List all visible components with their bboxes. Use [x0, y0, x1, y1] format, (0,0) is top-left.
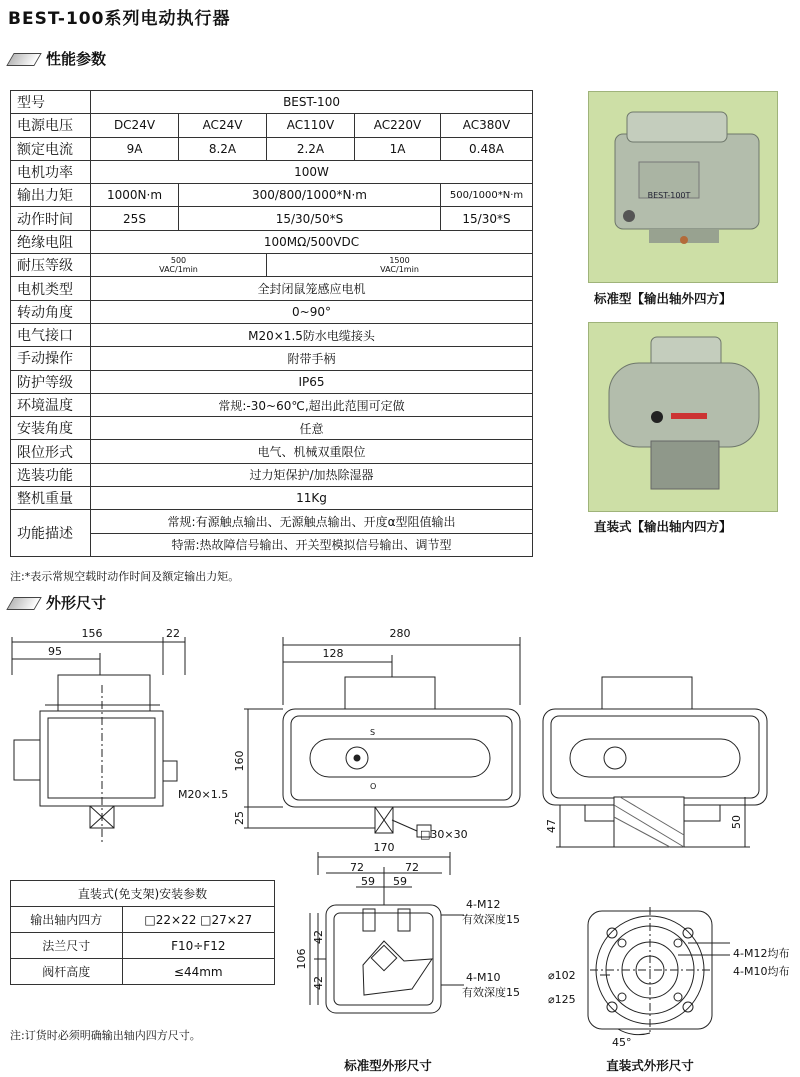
table-row — [11, 114, 533, 137]
table-row — [11, 440, 533, 463]
dim-label: 47 — [545, 819, 558, 833]
photo-caption: 直装式【输出轴内四方】 — [594, 519, 732, 534]
table-row — [11, 230, 533, 253]
row-label: 电源电压 — [11, 114, 91, 137]
voltage-cell: DC24V — [91, 114, 179, 137]
dim-label: 4-M10 — [466, 971, 501, 984]
nameplate-text: BEST-100T — [647, 191, 691, 200]
table-row — [11, 347, 533, 370]
table-row — [11, 370, 533, 393]
order-note: 注:订货时必须明确输出轴内四方尺寸。 — [10, 1029, 201, 1042]
dim-label: 45° — [612, 1036, 632, 1049]
insulation-value: 100MΩ/500VDC — [91, 230, 533, 253]
row-label: 转动角度 — [11, 300, 91, 323]
table-row — [11, 510, 533, 533]
section-performance: 性能参数 — [10, 48, 106, 69]
table-row — [11, 254, 533, 277]
table-row — [11, 959, 275, 985]
dim-label: 280 — [389, 627, 411, 640]
ambient-value: 常规:-30~60℃,超出此范围可定做 — [91, 393, 533, 416]
withstand-cell: 1500 VAC/1min — [267, 254, 533, 277]
table-row — [11, 137, 533, 160]
dim-label: S — [370, 728, 376, 737]
dim-label: 有效深度15 — [462, 913, 520, 926]
section-marker-icon — [6, 597, 42, 610]
row-label: 输出力矩 — [11, 184, 91, 207]
dim-label: 有效深度15 — [462, 986, 520, 999]
limit-value: 电气、机械双重限位 — [91, 440, 533, 463]
dimension-drawings — [0, 615, 800, 1077]
row-label: 电机类型 — [11, 277, 91, 300]
dim-label: 95 — [48, 645, 62, 658]
withstand-cell: 500 VAC/1min — [91, 254, 267, 277]
voltage-cell: AC110V — [267, 114, 355, 137]
weight-value: 11Kg — [91, 487, 533, 510]
front-view — [12, 637, 185, 845]
dim-label: 160 — [233, 750, 246, 772]
page-title: BEST-100系列电动执行器 — [8, 9, 231, 29]
install-value: F10÷F12 — [122, 933, 274, 959]
row-label: 电气接口 — [11, 323, 91, 346]
photo-direct — [588, 322, 778, 512]
row-label: 整机重量 — [11, 487, 91, 510]
row-label: 绝缘电阻 — [11, 230, 91, 253]
time-cell: 15/30*S — [441, 207, 533, 230]
dim-label: O — [370, 782, 377, 791]
torque-cell: 300/800/1000*N·m — [179, 184, 441, 207]
top-view — [244, 637, 520, 837]
dim-label: 170 — [373, 841, 395, 854]
install-title: 直装式(免支架)安装参数 — [11, 881, 275, 907]
table-row — [11, 207, 533, 230]
drawing-caption: 标准型外形尺寸 — [344, 1058, 432, 1073]
row-label: 环境温度 — [11, 393, 91, 416]
row-label: 电机功率 — [11, 160, 91, 183]
dim-label: 42 — [312, 976, 325, 990]
dim-label: M20×1.5 — [178, 788, 229, 801]
table-row — [11, 417, 533, 440]
install-value: ≤44mm — [122, 959, 274, 985]
voltage-cell: AC380V — [441, 114, 533, 137]
dim-label: 59 — [361, 875, 375, 888]
dim-label: 4-M10均布 — [733, 965, 790, 978]
mounting-value: 任意 — [91, 417, 533, 440]
torque-cell: 1000N·m — [91, 184, 179, 207]
dim-label: 50 — [730, 815, 743, 829]
dim-label: 4-M12 — [466, 898, 501, 911]
row-label: 安装角度 — [11, 417, 91, 440]
install-label: 法兰尺寸 — [11, 933, 123, 959]
dim-label: 106 — [295, 948, 308, 970]
table-row — [11, 300, 533, 323]
row-label: 额定电流 — [11, 137, 91, 160]
table-row — [11, 933, 275, 959]
row-label: 耐压等级 — [11, 254, 91, 277]
current-cell: 2.2A — [267, 137, 355, 160]
torque-cell: 500/1000*N·m — [441, 184, 533, 207]
drawing-caption: 直装式外形尺寸 — [606, 1058, 694, 1073]
dim-label: 72 — [405, 861, 419, 874]
actuator-standard-icon — [589, 92, 777, 282]
photo-caption: 标准型【输出轴外四方】 — [594, 291, 732, 306]
current-cell: 1A — [355, 137, 441, 160]
section-outline: 外形尺寸 — [10, 592, 106, 613]
dim-label: 59 — [393, 875, 407, 888]
dim-label: 42 — [312, 930, 325, 944]
time-cell: 15/30/50*S — [179, 207, 441, 230]
current-cell: 8.2A — [179, 137, 267, 160]
dim-label: 72 — [350, 861, 364, 874]
row-label: 动作时间 — [11, 207, 91, 230]
voltage-cell: AC24V — [179, 114, 267, 137]
spec-note: 注:*表示常规空载时动作时间及额定输出力矩。 — [10, 570, 240, 583]
table-row — [11, 160, 533, 183]
protection-value: IP65 — [91, 370, 533, 393]
section-marker-icon — [6, 53, 42, 66]
dim-label: ⌀102 — [548, 969, 576, 982]
round-view — [588, 907, 730, 1035]
row-label: 选装功能 — [11, 463, 91, 486]
dim-label: 22 — [166, 627, 180, 640]
current-cell: 0.48A — [441, 137, 533, 160]
table-row — [11, 277, 533, 300]
install-label: 阀杆高度 — [11, 959, 123, 985]
model-value: BEST-100 — [91, 91, 533, 114]
flange-view — [310, 852, 464, 1013]
actuator-direct-icon — [589, 323, 777, 511]
options-value: 过力矩保护/加热除湿器 — [91, 463, 533, 486]
spec-table — [10, 90, 533, 557]
table-row — [11, 463, 533, 486]
photo-standard — [588, 91, 778, 283]
motor-value: 全封闭鼠笼感应电机 — [91, 277, 533, 300]
manual-value: 附带手柄 — [91, 347, 533, 370]
row-label: 型号 — [11, 91, 91, 114]
table-row — [11, 91, 533, 114]
dim-label: 128 — [322, 647, 344, 660]
row-label: 手动操作 — [11, 347, 91, 370]
dim-label: ⌀125 — [548, 993, 576, 1006]
table-row — [11, 184, 533, 207]
connector-value: M20×1.5防水电缆接头 — [91, 323, 533, 346]
time-cell: 25S — [91, 207, 179, 230]
power-value: 100W — [91, 160, 533, 183]
table-row — [11, 907, 275, 933]
install-table — [10, 880, 275, 985]
row-label: 功能描述 — [11, 510, 91, 557]
dim-label: □30×30 — [420, 828, 468, 841]
function-value: 特需:热故障信号输出、开关型模拟信号输出、调节型 — [91, 533, 533, 556]
table-row — [11, 323, 533, 346]
dim-label: 25 — [233, 811, 246, 825]
dim-label: 4-M12均布 — [733, 947, 790, 960]
table-row — [11, 487, 533, 510]
install-value: □22×22 □27×27 — [122, 907, 274, 933]
function-value: 常规:有源触点输出、无源触点输出、开度α型阻值输出 — [91, 510, 533, 533]
row-label: 限位形式 — [11, 440, 91, 463]
table-row — [11, 881, 275, 907]
angle-value: 0~90° — [91, 300, 533, 323]
voltage-cell: AC220V — [355, 114, 441, 137]
dim-label: 156 — [81, 627, 103, 640]
install-label: 输出轴内四方 — [11, 907, 123, 933]
current-cell: 9A — [91, 137, 179, 160]
table-row — [11, 393, 533, 416]
row-label: 防护等级 — [11, 370, 91, 393]
